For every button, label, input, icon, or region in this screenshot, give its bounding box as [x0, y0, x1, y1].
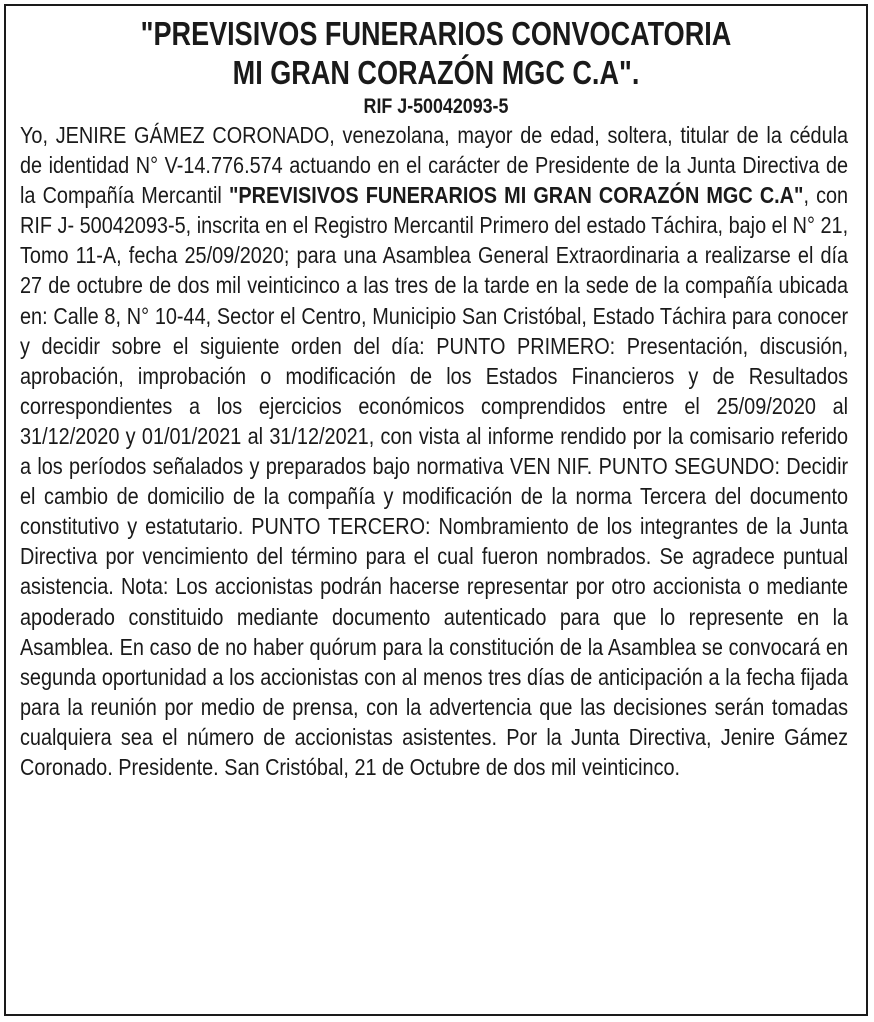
notice-title-line-2: MI GRAN CORAZÓN MGC C.A". — [232, 54, 640, 91]
notice-body — [20, 120, 848, 782]
body-intro: Yo, JENIRE GÁMEZ CORONADO, venezolana, mayor de edad, soltera, titular de la cédula de identidad N° V-14.776.574 actuando en el carácter de Presidente de la Junta Directiva de la Compañía Mercantil — [20, 122, 849, 209]
rif-number: RIF J-50042093-5 — [363, 95, 509, 118]
notice-title — [95, 14, 777, 92]
body-main: , con RIF J- 50042093-5, inscrita en el Registro Mercantil Primero del estado Táchira, bajo el N° 21, Tomo 11-A, fecha 25/09/2020; para una Asamblea General Extraordinaria a realizarse el día 27 de octubre de dos mil veinticinco a las tres de la tarde en la sede de la compañía ubicada en: Calle 8, N° 10-44, Sector el Centro, Municipio San Cristóbal, Estado Táchira para conocer y decidir sobre el siguiente orden del día: PUNTO PRIMERO: Presentación, discusión, aprobación, improbación o modificación de los Estados Financieros y de Resultados correspondientes a los ejercicios económicos comprendidos entre el 25/09/2020 al 31/12/2020 y 01/01/2021 al 31/12/2021, con vista al informe rendido por la comisario referido a los períodos señalados y preparados bajo normativa VEN NIF. PUNTO SEGUNDO: Decidir el cambio de domicilio de la compañía y modificación de la norma Tercera del documento constitutivo y estatutario. PUNTO TERCERO: Nombramiento de los integrantes de la Junta Directiva por vencimiento del término para el cual fueron nombrados. Se agradece puntual asistencia. Nota: Los accionistas podrán hacerse representar por otro accionista o mediante apoderado constituido mediante documento autenticado para que lo represente en la Asamblea. En caso de no haber quórum para la constitución de la Asamblea se convocará en segunda oportunidad a los accionistas con al menos tres días de anticipación a la fecha fijada para la reunión por medio de prensa, con la advertencia que las decisiones serán tomadas cualquiera sea el número de accionistas asistentes. Por la Junta Directiva, Jenire Gámez Coronado. Presidente. San Cristóbal, 21 de Octubre de dos mil veinticinco. — [20, 182, 849, 780]
company-name: "PREVISIVOS FUNERARIOS MI GRAN CORAZÓN MGC C.A" — [228, 182, 804, 209]
notice-title-line-1: "PREVISIVOS FUNERARIOS CONVOCATORIA — [140, 15, 732, 52]
legal-notice — [4, 4, 868, 1016]
